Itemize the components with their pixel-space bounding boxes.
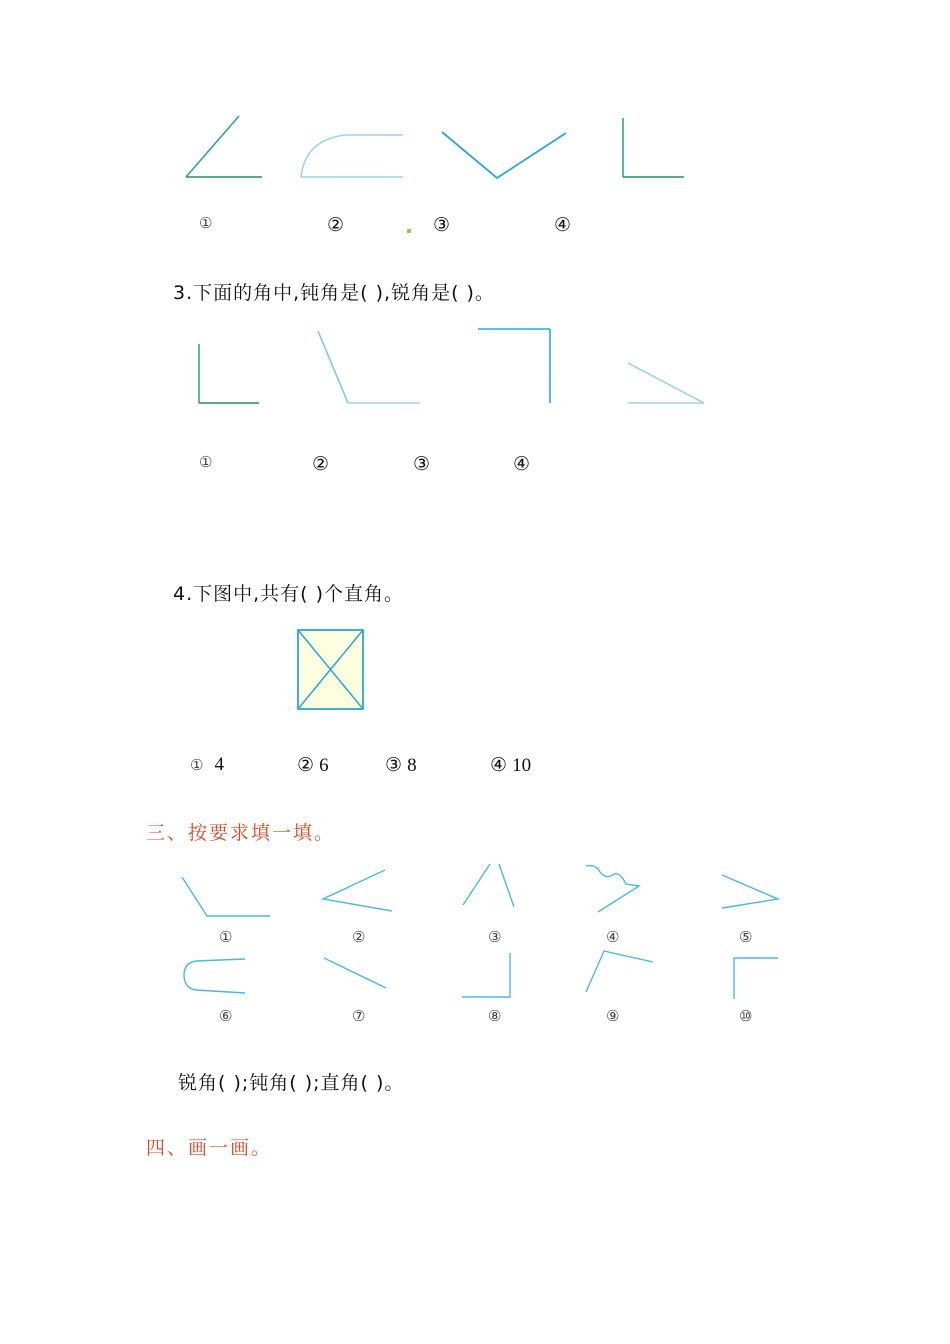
q4-option-3-num: ③ — [385, 754, 403, 776]
q3-question: 3.下面的角中,钝角是( ),锐角是( )。 — [173, 282, 495, 304]
q2-label-3: ③ — [433, 214, 451, 236]
q4-option-4-num: ④ — [490, 754, 508, 776]
s3-label-2: ② — [352, 928, 366, 946]
s3-label-6: ⑥ — [219, 1007, 233, 1025]
s3-label-8: ⑧ — [488, 1007, 502, 1025]
q4-option-2-num: ② — [297, 754, 315, 776]
s3-angle-4 — [586, 866, 639, 912]
s3-angle-8 — [462, 953, 510, 997]
q3-label-2: ② — [312, 453, 330, 475]
s3-answer-line: 锐角( );钝角( );直角( )。 — [178, 1072, 405, 1094]
q2-label-4: ④ — [554, 214, 572, 236]
s3-angle-1 — [182, 877, 270, 916]
q4-option-1-val: 4 — [214, 754, 225, 775]
q3-label-3: ③ — [413, 453, 431, 475]
s3-label-9: ⑨ — [606, 1007, 620, 1025]
s3-label-1: ① — [219, 928, 233, 946]
s3-label-10: ⑩ — [739, 1007, 753, 1025]
s3-angle-6 — [184, 959, 245, 993]
s3-angle-7 — [324, 958, 386, 988]
s3-label-7: ⑦ — [352, 1007, 366, 1025]
q4-option-2-val: 6 — [319, 755, 329, 776]
q4-question: 4.下图中,共有( )个直角。 — [173, 583, 405, 605]
s3-angle-2 — [323, 870, 392, 911]
s3-label-3: ③ — [488, 928, 502, 946]
q3-label-1: ① — [199, 453, 213, 471]
s3-angle-5 — [722, 875, 778, 908]
q4-option-3-val: 8 — [407, 755, 417, 776]
section-4-title: 四、画一画。 — [146, 1137, 273, 1159]
section-3-title: 三、按要求填一填。 — [146, 822, 336, 844]
s3-label-5: ⑤ — [739, 928, 753, 946]
s3-angle-3 — [463, 864, 514, 907]
q2-label-1: ① — [199, 214, 213, 232]
q4-option-4-val: 10 — [512, 755, 532, 776]
s3-angle-10 — [734, 958, 778, 999]
q2-label-2: ② — [327, 214, 345, 236]
s3-label-4: ④ — [606, 928, 620, 946]
q4-option-1-num: ① — [190, 756, 204, 774]
q3-label-4: ④ — [513, 453, 531, 475]
s3-angle-9 — [586, 951, 653, 992]
